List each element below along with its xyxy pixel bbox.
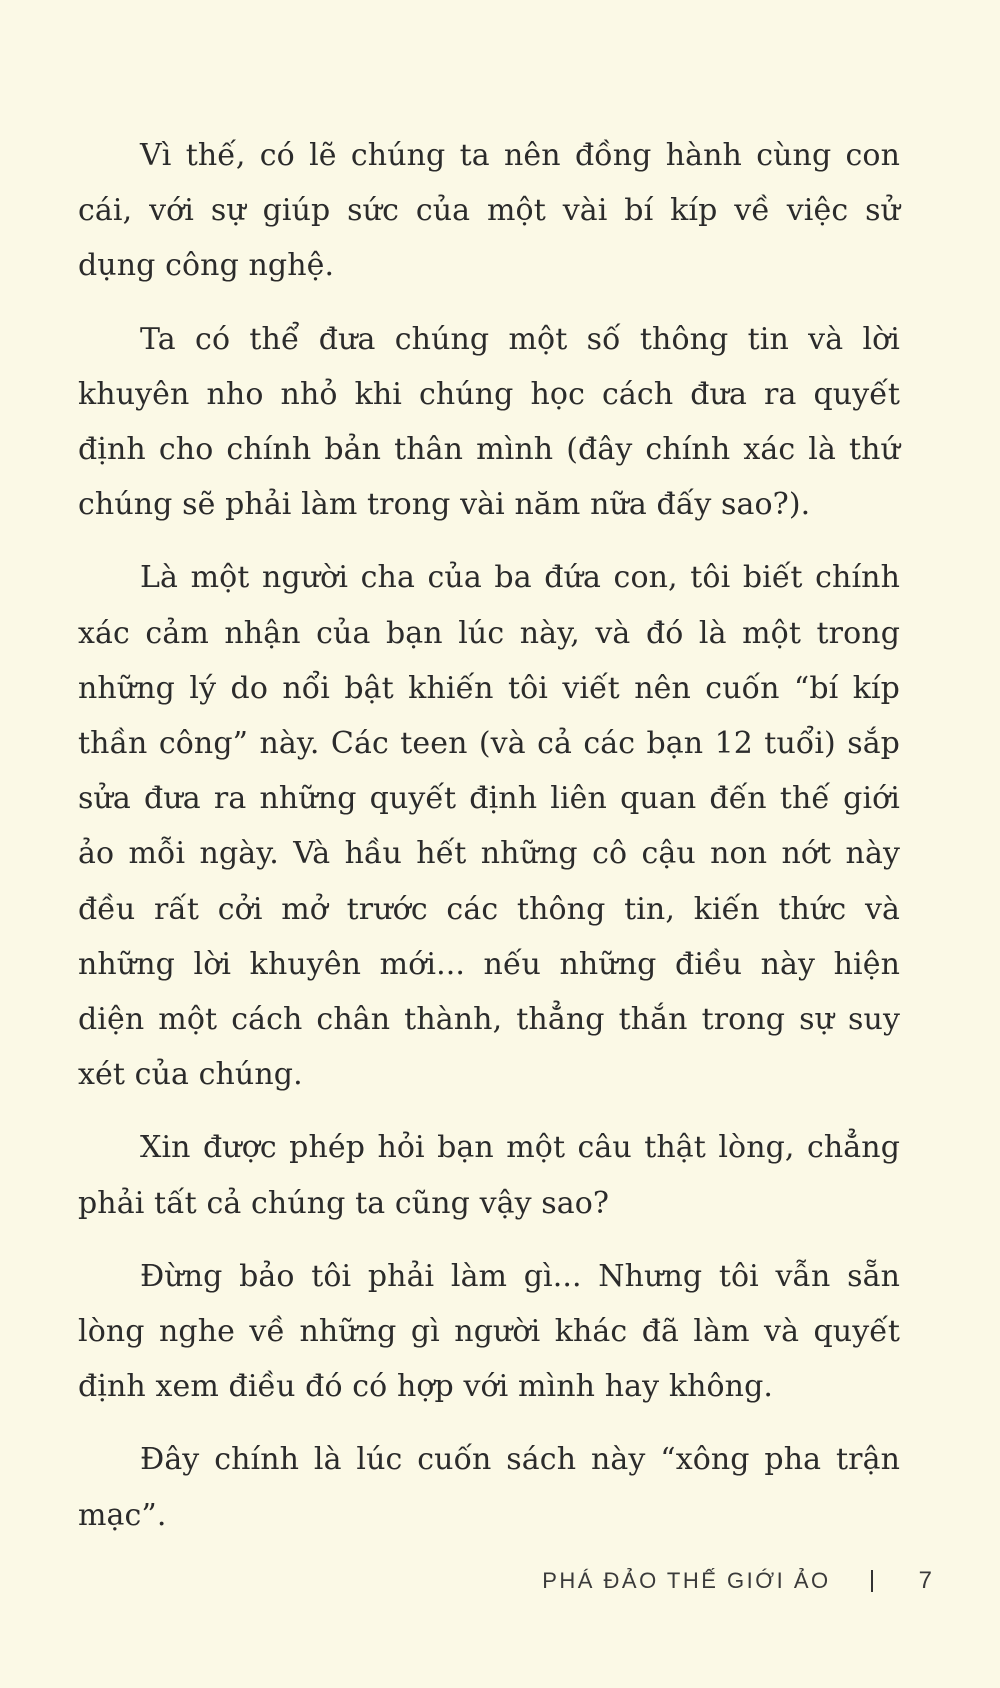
page-footer xyxy=(542,1567,932,1595)
footer-divider xyxy=(871,1570,873,1592)
paragraph-3: Là một người cha của ba đứa con, tôi biết chính xác cảm nhận của bạn lúc này, và đó là một trong những lý do nổi bật khiến tôi viết nên cuốn “bí kíp thần công” này. Các teen (và cả các bạn 12 tuổi) sắp sửa đưa ra những quyết định liên quan đến thế giới ảo mỗi ngày. Và hầu hết những cô cậu non nớt này đều rất cởi mở trước các thông tin, kiến thức và những lời khuyên mới... nếu những điều này hiện diện một cách chân thành, thẳng thắn trong sự suy xét của chúng. xyxy=(78,560,900,1093)
page-number: 7 xyxy=(918,1567,932,1594)
running-title: PHÁ ĐẢO THẾ GIỚI ẢO xyxy=(542,1568,831,1593)
paragraph-1: Vì thế, có lẽ chúng ta nên đồng hành cùng con cái, với sự giúp sức của một vài bí kíp về việc sử dụng công nghệ. xyxy=(78,138,900,284)
body-text xyxy=(78,128,900,1561)
paragraph-6: Đây chính là lúc cuốn sách này “xông pha trận mạc”. xyxy=(78,1442,900,1533)
paragraph-4: Xin được phép hỏi bạn một câu thật lòng, chẳng phải tất cả chúng ta cũng vậy sao? xyxy=(78,1130,900,1221)
paragraph-5: Đừng bảo tôi phải làm gì... Nhưng tôi vẫn sẵn lòng nghe về những gì người khác đã làm và quyết định xem điều đó có hợp với mình hay không. xyxy=(78,1258,900,1405)
paragraph-2: Ta có thể đưa chúng một số thông tin và lời khuyên nho nhỏ khi chúng học cách đưa ra quyết định cho chính bản thân mình (đây chính xác là thứ chúng sẽ phải làm trong vài năm nữa đấy sao?). xyxy=(78,321,900,523)
